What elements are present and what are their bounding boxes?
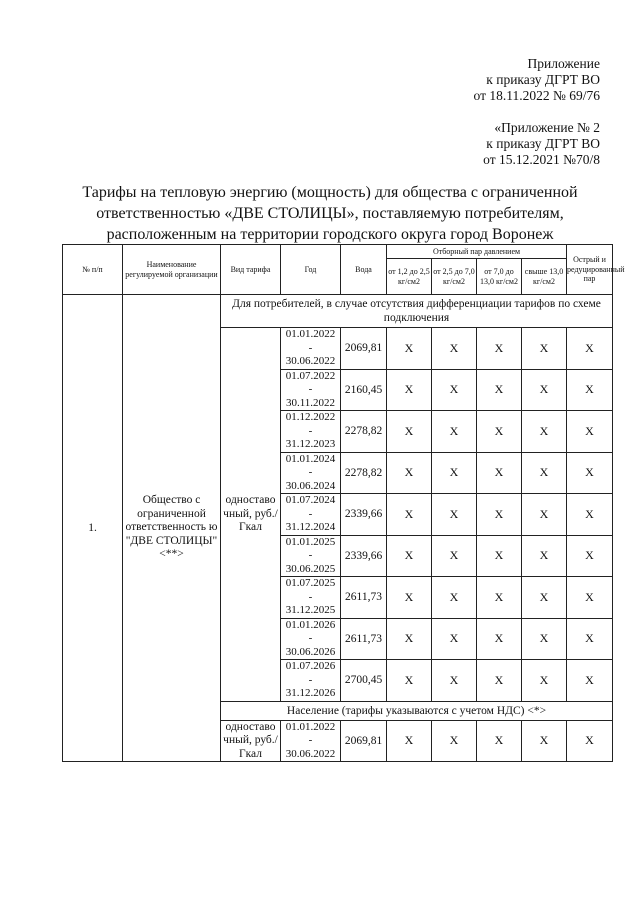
not-applicable-mark: Х [567, 411, 613, 453]
not-applicable-mark: Х [477, 452, 522, 494]
not-applicable-mark: Х [567, 720, 613, 762]
header-year: Год [281, 245, 341, 295]
not-applicable-mark: Х [567, 535, 613, 577]
water-tariff-value: 2611,73 [341, 618, 387, 660]
title-line: ответственностью «ДВЕ СТОЛИЦЫ», поставляемую потребителям, [96, 205, 564, 222]
period-start: 01.01.2024 [285, 452, 336, 465]
not-applicable-mark: Х [387, 577, 432, 619]
water-tariff-value: 2339,66 [341, 494, 387, 536]
table-header-row [63, 245, 613, 259]
period-start: 01.07.2024 [285, 494, 336, 506]
period-start: 01.01.2026 [285, 618, 336, 631]
header-steam-group: Отборный пар давлением [387, 245, 567, 259]
not-applicable-mark: Х [522, 720, 567, 762]
water-tariff-value: 2278,82 [341, 452, 387, 494]
not-applicable-mark: Х [432, 660, 477, 702]
period-start: 01.01.2022 [285, 328, 336, 340]
period-cell [281, 535, 341, 577]
period-start: 01.07.2025 [285, 577, 336, 589]
not-applicable-mark: Х [387, 452, 432, 494]
not-applicable-mark: Х [387, 660, 432, 702]
appendix-header-line: от 18.11.2022 № 69/76 [473, 88, 600, 103]
period-dash: - [308, 590, 313, 603]
period-dash: - [308, 341, 313, 354]
period-cell [281, 411, 341, 453]
not-applicable-mark: Х [477, 535, 522, 577]
not-applicable-mark: Х [432, 452, 477, 494]
period-start: 01.07.2022 [285, 369, 336, 382]
not-applicable-mark: Х [522, 535, 567, 577]
period-cell [281, 660, 341, 702]
not-applicable-mark: Х [522, 577, 567, 619]
appendix-header-line: к приказу ДГРТ ВО [486, 72, 600, 87]
header-steam-2: от 2,5 до 7,0 кг/см2 [432, 259, 477, 295]
header-sharp-steam: Острый и редуцированный пар [567, 245, 613, 295]
not-applicable-mark: Х [477, 369, 522, 411]
header-steam-4: свыше 13,0 кг/см2 [522, 259, 567, 295]
period-end: 30.06.2022 [285, 747, 336, 760]
period-dash: - [308, 632, 313, 644]
header-org-name: Наименование регулируемой организации [123, 245, 221, 295]
header-tariff-type: Вид тарифа [221, 245, 281, 295]
not-applicable-mark: Х [387, 494, 432, 536]
not-applicable-mark: Х [522, 328, 567, 370]
not-applicable-mark: Х [432, 411, 477, 453]
not-applicable-mark: Х [477, 494, 522, 536]
period-cell [281, 369, 341, 411]
tariff-type-cell: одноставо чный, руб./Гкал [221, 328, 281, 702]
not-applicable-mark: Х [387, 720, 432, 762]
period-cell [281, 328, 341, 370]
period-cell [281, 494, 341, 536]
not-applicable-mark: Х [387, 618, 432, 660]
section-label: Население (тарифы указываются с учетом НДС) <*> [221, 701, 613, 720]
title-line: Тарифы на тепловую энергию (мощность) для общества с ограниченной [82, 184, 578, 201]
period-end: 30.06.2022 [285, 355, 336, 367]
not-applicable-mark: Х [432, 494, 477, 536]
period-end: 30.11.2022 [285, 396, 336, 409]
period-cell [281, 577, 341, 619]
not-applicable-mark: Х [567, 660, 613, 702]
not-applicable-mark: Х [522, 618, 567, 660]
not-applicable-mark: Х [432, 618, 477, 660]
section-row [63, 295, 613, 328]
period-dash: - [308, 466, 313, 478]
not-applicable-mark: Х [567, 494, 613, 536]
period-end: 31.12.2024 [285, 521, 336, 533]
not-applicable-mark: Х [567, 618, 613, 660]
not-applicable-mark: Х [387, 369, 432, 411]
not-applicable-mark: Х [522, 494, 567, 536]
not-applicable-mark: Х [522, 660, 567, 702]
header-steam-3: от 7,0 до 13,0 кг/см2 [477, 259, 522, 295]
water-tariff-value: 2160,45 [341, 369, 387, 411]
period-end: 30.06.2025 [285, 562, 336, 575]
appendix-reference-line: к приказу ДГРТ ВО [486, 136, 600, 151]
period-end: 31.12.2025 [285, 604, 336, 616]
not-applicable-mark: Х [567, 369, 613, 411]
not-applicable-mark: Х [432, 328, 477, 370]
water-tariff-value: 2069,81 [341, 328, 387, 370]
not-applicable-mark: Х [477, 660, 522, 702]
appendix-header-line: Приложение [527, 56, 600, 71]
not-applicable-mark: Х [477, 720, 522, 762]
not-applicable-mark: Х [522, 411, 567, 453]
period-start: 01.12.2022 [285, 411, 336, 423]
not-applicable-mark: Х [477, 328, 522, 370]
title-line: расположенным на территории городского округа город Воронеж [106, 226, 554, 243]
not-applicable-mark: Х [567, 452, 613, 494]
period-end: 30.06.2024 [285, 479, 336, 492]
period-dash: - [308, 673, 313, 686]
period-dash: - [308, 424, 313, 437]
row-number: 1. [63, 295, 123, 762]
not-applicable-mark: Х [432, 720, 477, 762]
not-applicable-mark: Х [387, 535, 432, 577]
header-steam-1: от 1,2 до 2,5 кг/см2 [387, 259, 432, 295]
not-applicable-mark: Х [387, 411, 432, 453]
header-num: № п/п [63, 245, 123, 295]
appendix-reference-line: от 15.12.2021 №70/8 [483, 152, 600, 167]
period-dash: - [308, 383, 313, 395]
not-applicable-mark: Х [432, 369, 477, 411]
period-cell [281, 720, 341, 762]
section-label: Для потребителей, в случае отсутствия дифференциации тарифов по схеме подключения [221, 295, 613, 328]
period-end: 30.06.2026 [285, 645, 336, 658]
document-title [60, 182, 600, 245]
not-applicable-mark: Х [567, 328, 613, 370]
period-cell [281, 452, 341, 494]
not-applicable-mark: Х [567, 577, 613, 619]
period-start: 01.01.2025 [285, 535, 336, 548]
not-applicable-mark: Х [432, 577, 477, 619]
period-start: 01.07.2026 [285, 660, 336, 672]
not-applicable-mark: Х [387, 328, 432, 370]
water-tariff-value: 2700,45 [341, 660, 387, 702]
period-end: 31.12.2026 [285, 687, 336, 699]
not-applicable-mark: Х [477, 577, 522, 619]
not-applicable-mark: Х [477, 618, 522, 660]
period-start: 01.01.2022 [285, 720, 336, 733]
water-tariff-value: 2339,66 [341, 535, 387, 577]
not-applicable-mark: Х [477, 411, 522, 453]
header-water: Вода [341, 245, 387, 295]
period-cell [281, 618, 341, 660]
appendix-reference [483, 120, 600, 168]
water-tariff-value: 2278,82 [341, 411, 387, 453]
period-end: 31.12.2023 [285, 438, 336, 450]
organization-name: Общество с ограниченной ответственность ю "ДВЕ СТОЛИЦЫ" <**> [123, 295, 221, 762]
not-applicable-mark: Х [522, 369, 567, 411]
not-applicable-mark: Х [432, 535, 477, 577]
appendix-header [474, 56, 600, 104]
period-dash: - [308, 549, 313, 561]
tariff-table [62, 244, 625, 762]
water-tariff-value: 2069,81 [341, 720, 387, 762]
not-applicable-mark: Х [522, 452, 567, 494]
water-tariff-value: 2611,73 [341, 577, 387, 619]
period-dash: - [308, 507, 313, 520]
period-dash: - [308, 734, 313, 746]
appendix-reference-line: «Приложение № 2 [494, 120, 600, 135]
tariff-type-cell: одноставо чный, руб./Гкал [221, 720, 281, 762]
